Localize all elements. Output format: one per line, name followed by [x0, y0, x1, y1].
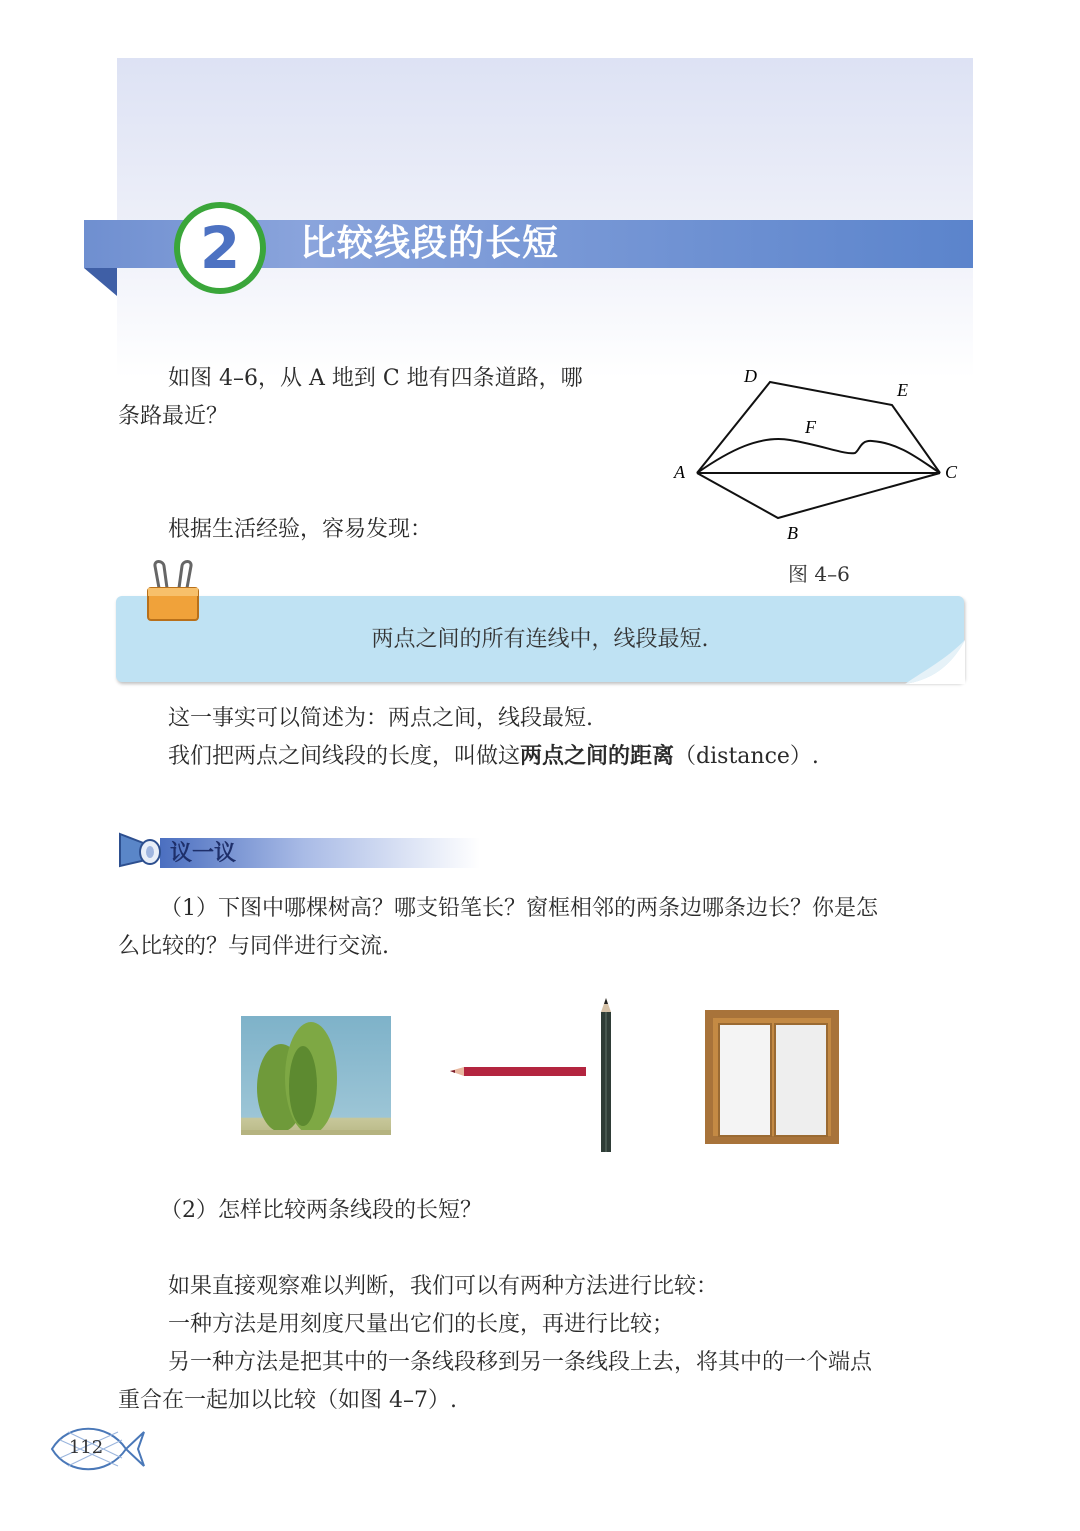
section-number-badge: 2 — [174, 202, 266, 294]
horizontal-pencil — [450, 1060, 590, 1084]
methods-line-4: 重合在一起加以比较（如图 4–7）. — [118, 1388, 457, 1413]
summary-line-2 — [168, 738, 819, 776]
question-line-1: 如图 4–6，从 A 地到 C 地有四条道路，哪 — [168, 366, 583, 391]
section-title: 比较线段的长短 — [300, 223, 560, 264]
point-label-C: C — [945, 462, 958, 482]
discuss-question-1-line-2: 么比较的？与同伴进行交流. — [118, 934, 389, 959]
section-title-fold — [84, 268, 117, 296]
figure-caption: 图 4–6 — [788, 562, 850, 586]
point-label-A: A — [674, 462, 685, 482]
megaphone-icon — [116, 824, 168, 870]
binder-clip-icon — [145, 558, 201, 626]
note-text: 两点之间的所有连线中，线段最短. — [371, 627, 709, 652]
discuss-question-1-line-1: （1）下图中哪棵树高？哪支铅笔长？窗框相邻的两条边哪条边长？你是怎 — [160, 896, 878, 921]
summary-line-2-end: （distance）. — [674, 744, 819, 769]
observation-text: 根据生活经验，容易发现： — [168, 517, 433, 542]
page-number: 112 — [68, 1437, 104, 1458]
discuss-label: 议一议 — [170, 841, 237, 866]
vertical-pencil — [594, 998, 618, 1154]
methods-line-2: 一种方法是用刻度尺量出它们的长度，再进行比较； — [168, 1312, 675, 1337]
summary-line-2-start: 我们把两点之间线段的长度，叫做这 — [168, 744, 521, 769]
path-AFC — [697, 439, 940, 473]
methods-line-3: 另一种方法是把其中的一条线段移到另一条线段上去，将其中的一个端点 — [168, 1350, 873, 1375]
point-label-F: F — [805, 417, 816, 437]
methods-line-1: 如果直接观察难以判断，我们可以有两种方法进行比较： — [168, 1274, 719, 1299]
trees-photo — [241, 1016, 391, 1135]
question-line-2: 条路最近？ — [118, 404, 229, 429]
point-label-D: D — [744, 366, 757, 386]
point-label-B: B — [787, 523, 798, 543]
window-frame-photo — [703, 1008, 841, 1146]
discuss-question-2: （2）怎样比较两条线段的长短？ — [160, 1198, 482, 1223]
point-label-E: E — [897, 380, 908, 400]
figure-4-6 — [660, 360, 980, 550]
path-ABC — [697, 473, 940, 518]
summary-line-1: 这一事实可以简述为：两点之间，线段最短. — [168, 706, 593, 731]
distance-term: 两点之间的距离 — [520, 744, 675, 769]
